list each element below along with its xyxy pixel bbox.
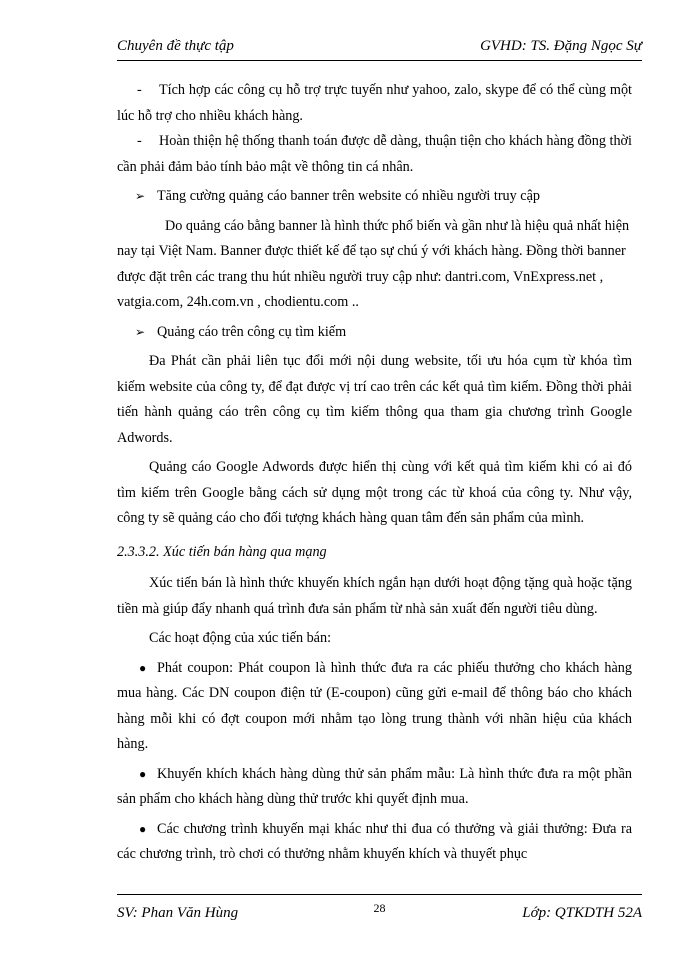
dash-item	[117, 129, 632, 180]
header-advisor: GVHD: TS. Đặng Ngọc Sự	[480, 38, 642, 54]
bullet-icon: ●	[139, 660, 147, 675]
arrow-bullet-icon: ➢	[135, 189, 146, 203]
paragraph: Các hoạt động của xúc tiến bán:	[149, 630, 332, 646]
header-title: Chuyên đề thực tập	[117, 38, 234, 54]
dash-item	[117, 78, 632, 129]
dash-marker: -	[137, 82, 142, 98]
bullet-item	[117, 656, 632, 758]
bullet-icon: ●	[139, 821, 147, 836]
bullet-item-text: Phát coupon: Phát coupon là hình thức đưa ra các phiếu thưởng cho khách hàng mua hàng. Các DN coupon điện tử (E-coupon) cũng gửi e-mail để thông báo cho khách hàng mỗi khi có đợt coupon mới nhằm tạo lòng trung thành với nhãn hiệu của khách hàng.	[117, 659, 632, 752]
bullet-item-text: Các chương trình khuyến mại khác như thi đua có thưởng và giải thưởng: Đưa ra các chương trình, trò chơi có thưởng nhằm khuyến khích và thuyết phục	[117, 820, 632, 862]
page-number: 28	[373, 901, 386, 915]
page-body	[117, 78, 632, 868]
paragraph: Đa Phát cần phải liên tục đổi mới nội dung website, tối ưu hóa cụm từ khóa tìm kiếm website của công ty, để đạt được vị trí cao trên các kết quả tìm kiếm. Đồng thời phải tiến hành quảng cáo trên công cụ tìm kiếm thông qua tham gia chương trình Google Adwords.	[117, 353, 632, 446]
dash-item-text: Hoàn thiện hệ thống thanh toán được dễ dàng, thuận tiện cho khách hàng đồng thời cần phải đảm bảo tính bảo mật về thông tin cá nhân.	[117, 133, 632, 175]
arrow-item	[117, 320, 632, 346]
arrow-item	[117, 184, 632, 210]
arrow-item-text: Tăng cường quảng cáo banner trên website có nhiều người truy cập	[157, 188, 540, 204]
bullet-icon: ●	[139, 766, 147, 781]
paragraph: Xúc tiến bán là hình thức khuyến khích ngắn hạn dưới hoạt động tặng quà hoặc tặng tiền mà giúp đẩy nhanh quá trình đưa sản phẩm từ nhà sản xuất đến người tiêu dùng.	[117, 575, 632, 617]
paragraph: Do quảng cáo bằng banner là hình thức phổ biến và gần như là hiệu quả nhất hiện nay tại Việt Nam. Banner được thiết kế để tạo sự chú ý với khách hàng. Đồng thời banner được đặt trên các trang thu hút nhiều người truy cập như: dantri.com, VnExpress.net , vatgia.com, 24h.com.vn , chodientu.com ..	[117, 217, 630, 310]
page-footer	[117, 894, 642, 919]
dash-item-text: Tích hợp các công cụ hỗ trợ trực tuyến như yahoo, zalo, skype để có thể cùng một lúc hỗ trợ cho nhiều khách hàng.	[117, 82, 632, 124]
footer-class: Lớp: QTKDTH 52A	[522, 905, 642, 921]
page-header	[117, 38, 642, 61]
arrow-item-text: Quảng cáo trên công cụ tìm kiếm	[157, 323, 347, 340]
bullet-item	[117, 817, 632, 868]
arrow-bullet-icon: ➢	[135, 324, 146, 339]
dash-marker: -	[137, 133, 142, 149]
bullet-item	[117, 762, 632, 813]
paragraph: Quảng cáo Google Adwords được hiển thị cùng với kết quả tìm kiếm khi có ai đó tìm kiếm trên Google bằng cách sử dụng một trong các từ khoá của công ty. Như vậy, công ty sẽ quảng cáo cho đối tượng khách hàng quan tâm đến sản phẩm của mình.	[117, 459, 632, 526]
footer-student: SV: Phan Văn Hùng	[117, 905, 239, 921]
bullet-item-text: Khuyến khích khách hàng dùng thử sản phẩm mẫu: Là hình thức đưa ra một phần sản phẩm cho khách hàng dùng thử trước khi quyết định mua.	[117, 765, 632, 807]
section-heading: 2.3.3.2. Xúc tiến bán hàng qua mạng	[117, 543, 327, 560]
